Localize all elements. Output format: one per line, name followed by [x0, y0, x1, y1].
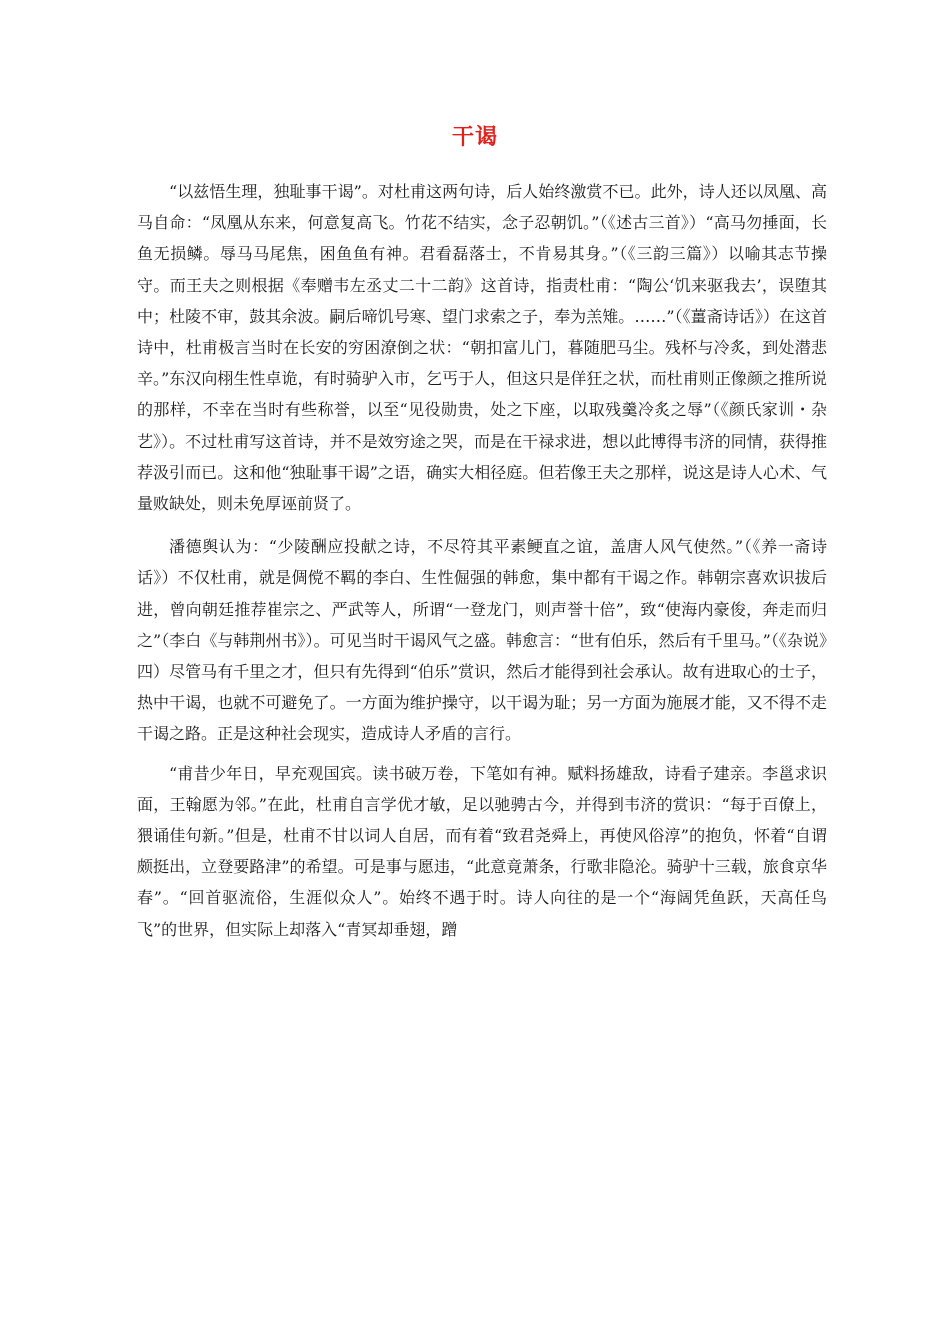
page-title: 干谒	[451, 124, 498, 150]
paragraph-2: 潘德舆认为：“少陵酬应投献之诗，不尽符其平素鲠直之谊，盖唐人风气使然。”（《养一斋诗话》）不仅杜甫，就是倜傥不羁的李白、生性倔强的韩愈，集中都有干谒之作。韩朝宗喜欢识拔后进，曾向朝廷推荐崔宗之、严武等人，所谓“一登龙门，则声誉十倍”，致“使海内豪俊，奔走而归之”（李白《与韩荆州书》）。可见当时干谒风气之盛。韩愈言：“世有伯乐，然后有千里马。”（《杂说》四）尽管马有千里之才，但只有先得到“伯乐”赏识，然后才能得到社会承认。故有进取心的士子，热中干谒，也就不可避免了。一方面为维护操守，以干谒为耻；另一方面为施展才能，又不得不走干谒之路。正是这种社会现实，造成诗人矛盾的言行。	[137, 537, 827, 744]
paragraph-1: “以兹悟生理，独耻事干谒”。对杜甫这两句诗，后人始终激赏不已。此外，诗人还以凤凰、高马自命：“凤凰从东来，何意复高飞。竹花不结实，念子忍朝饥。”（《述古三首》）“高马勿捶面，长鱼无损鳞。辱马马尾焦，困鱼鱼有神。君看磊落士，不肯易其身。”（《三韵三篇》）以喻其志节操守。而王夫之则根据《奉赠韦左丞丈二十二韵》这首诗，指责杜甫：“陶公‘饥来驱我去’，误堕其中；杜陵不审，鼓其余波。嗣后啼饥号寒、望门求索之子，奉为羔雉。……”（《薑斋诗话》）在这首诗中，杜甫极言当时在长安的穷困潦倒之状：“朝扣富儿门，暮随肥马尘。残杯与冷炙，到处潜悲辛。”东汉向栩生性卓诡，有时骑驴入市，乞丐于人，但这只是佯狂之状，而杜甫则正像颜之推所说的那样，不幸在当时有些称誉，以至“见役勋贵，处之下座，以取残羹冷炙之辱”（《颜氏家训・杂艺》）。不过杜甫写这首诗，并不是效穷途之哭，而是在干禄求进，想以此博得韦济的同情，获得推荐汲引而已。这和他“独耻事干谒”之语，确实大相径庭。但若像王夫之那样，说这是诗人心术、气量败缺处，则未免厚诬前贤了。	[137, 182, 827, 514]
paragraph-3: “甫昔少年日，早充观国宾。读书破万卷，下笔如有神。赋料扬雄敌，诗看子建亲。李邕求识面，王翰愿为邻。”在此，杜甫自言学优才敏，足以驰骋古今，并得到韦济的赏识：“每于百僚上，猥诵佳句新。”但是，杜甫不甘以词人自居，而有着“致君尧舜上，再使风俗淳”的抱负，怀着“自谓颇挺出，立登要路津”的希望。可是事与愿违，“此意竟萧条，行歌非隐沦。骑驴十三载，旅食京华春”。“回首驱流俗，生涯似众人”。始终不遇于时。诗人向往的是一个“海阔凭鱼跃，天高任鸟飞”的世界，但实际上却落入“青冥却垂翅，蹭	[137, 763, 827, 939]
article-body	[137, 176, 827, 953]
